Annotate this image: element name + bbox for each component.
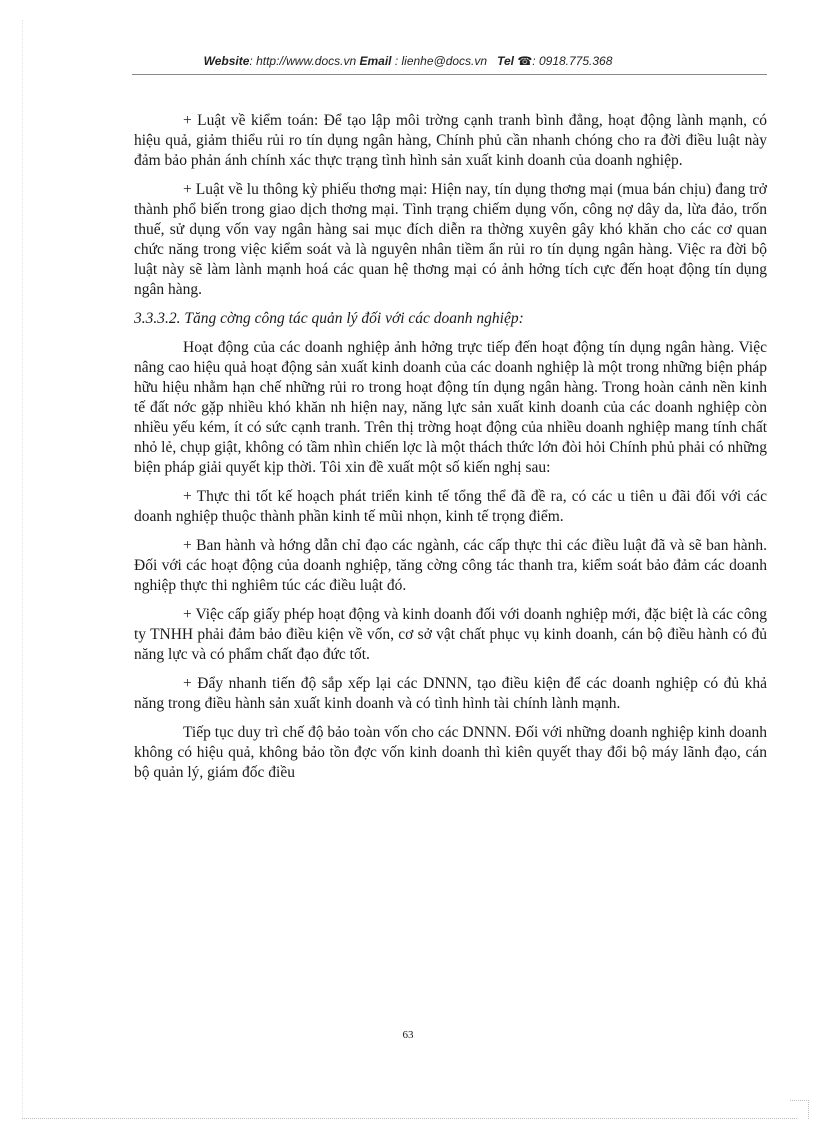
paragraph-enterprise-impact: Hoạt động của các doanh nghiệp ảnh hởng trực tiếp đến hoạt động tín dụng ngân hàng. Việc nâng cao hiệu quả hoạt động sản xuất kinh doanh của các doanh nghiệp là một trong những biện pháp hữu hiệu nhằm hạn chế những rủi ro trong hoạt động tín dụng ngân hàng. Trong hoàn cảnh nền kinh tế đất nớc gặp nhiều khó khăn nh hiện nay, năng lực sản xuất kinh doanh của các doanh nghiệp còn nhiều yếu kém, ít có sức cạnh tranh. Trên thị trờng hoạt động của nhiều doanh nghiệp mang tính chất nhỏ lẻ, chụp giật, không có tầm nhìn chiến lợc là một thách thức lớn đòi hỏi Chính phủ phải có những biện pháp giải quyết kịp thời. Tôi xin đề xuất một số kiến nghị sau:	[134, 339, 767, 476]
paragraph-promissory-note-law: + Luật về lu thông kỳ phiếu thơng mại: Hiện nay, tín dụng thơng mại (mua bán chịu) đang trở thành phổ biến trong giao dịch thơng mại. Tình trạng chiếm dụng vốn, công nợ dây da, lừa đảo, trốn thuế, sử dụng vốn vay ngân hàng sai mục đích diễn ra thờng xuyên gây khó khăn cho các cơ quan chức năng trong việc kiểm soát và là nguyên nhân tiềm ẩn rủi ro tín dụng ngân hàng. Việc ra đời bộ luật này sẽ làm lành mạnh hoá các quan hệ thơng mại có ảnh hởng tích cực đến hoạt động tín dụng ngân hàng.	[134, 181, 767, 298]
paragraph-audit-law: + Luật về kiểm toán: Để tạo lập môi trờng cạnh tranh bình đẳng, hoạt động lành mạnh, có hiệu quả, giảm thiểu rủi ro tín dụng ngân hàng, Chính phủ cần nhanh chóng cho ra đời điều luật này đảm bảo phản ánh chính xác thực trạng tình hình sản xuất kinh doanh của doanh nghiệp.	[134, 112, 767, 169]
header-rule	[132, 74, 767, 75]
paragraph-licensing: + Việc cấp giấy phép hoạt động và kinh doanh đối với doanh nghiệp mới, đặc biệt là các công ty TNHH phải đảm bảo điều kiện về vốn, cơ sở vật chất phục vụ kinh doanh, cán bộ điều hành có đủ năng lực và có phẩm chất đạo đức tốt.	[134, 606, 767, 663]
phone-icon: ☎	[517, 54, 533, 68]
email-label: Email	[359, 54, 392, 68]
website-value[interactable]: : http://www.docs.vn	[249, 54, 357, 68]
paragraph-guidance: + Ban hành và hớng dẫn chỉ đạo các ngành, các cấp thực thi các điều luật đã và sẽ ban hành. Đối với các hoạt động của doanh nghiệp, tăng cờng công tác thanh tra, kiểm soát bảo đảm các doanh nghiệp thực thi nghiêm túc các điều luật đó.	[134, 537, 767, 594]
website-label: Website	[203, 54, 250, 68]
page-corner-mark	[790, 1100, 809, 1119]
footer-rule	[22, 1118, 797, 1119]
page-number: 63	[402, 1029, 414, 1041]
tel-value: : 0918.775.368	[532, 54, 613, 68]
document-body	[134, 111, 767, 792]
page-header	[0, 54, 816, 68]
email-value[interactable]: : lienhe@docs.vn	[391, 54, 488, 68]
tel-label: Tel	[497, 54, 514, 68]
paragraph-dnnn-restructuring: + Đẩy nhanh tiến độ sắp xếp lại các DNNN, tạo điều kiện để các doanh nghiệp có đủ khả năng trong điều hành sản xuất kinh doanh và có tình hình tài chính lành mạnh.	[134, 675, 767, 712]
paragraph-economic-plan: + Thực thi tốt kế hoạch phát triển kinh tế tổng thể đã đề ra, có các u tiên u đãi đối với các doanh nghiệp thuộc thành phần kinh tế mũi nhọn, kinh tế trọng điểm.	[134, 488, 767, 525]
page-border-left	[22, 20, 24, 1118]
section-heading: 3.3.3.2. Tăng cờng công tác quản lý đối với các doanh nghiệp:	[134, 310, 524, 327]
paragraph-capital-preservation: Tiếp tục duy trì chế độ bảo toàn vốn cho các DNNN. Đối với những doanh nghiệp kinh doanh không có hiệu quả, không bảo tồn đợc vốn kinh doanh thì kiên quyết thay đổi bộ máy lãnh đạo, cán bộ quản lý, giám đốc điều	[134, 724, 767, 781]
